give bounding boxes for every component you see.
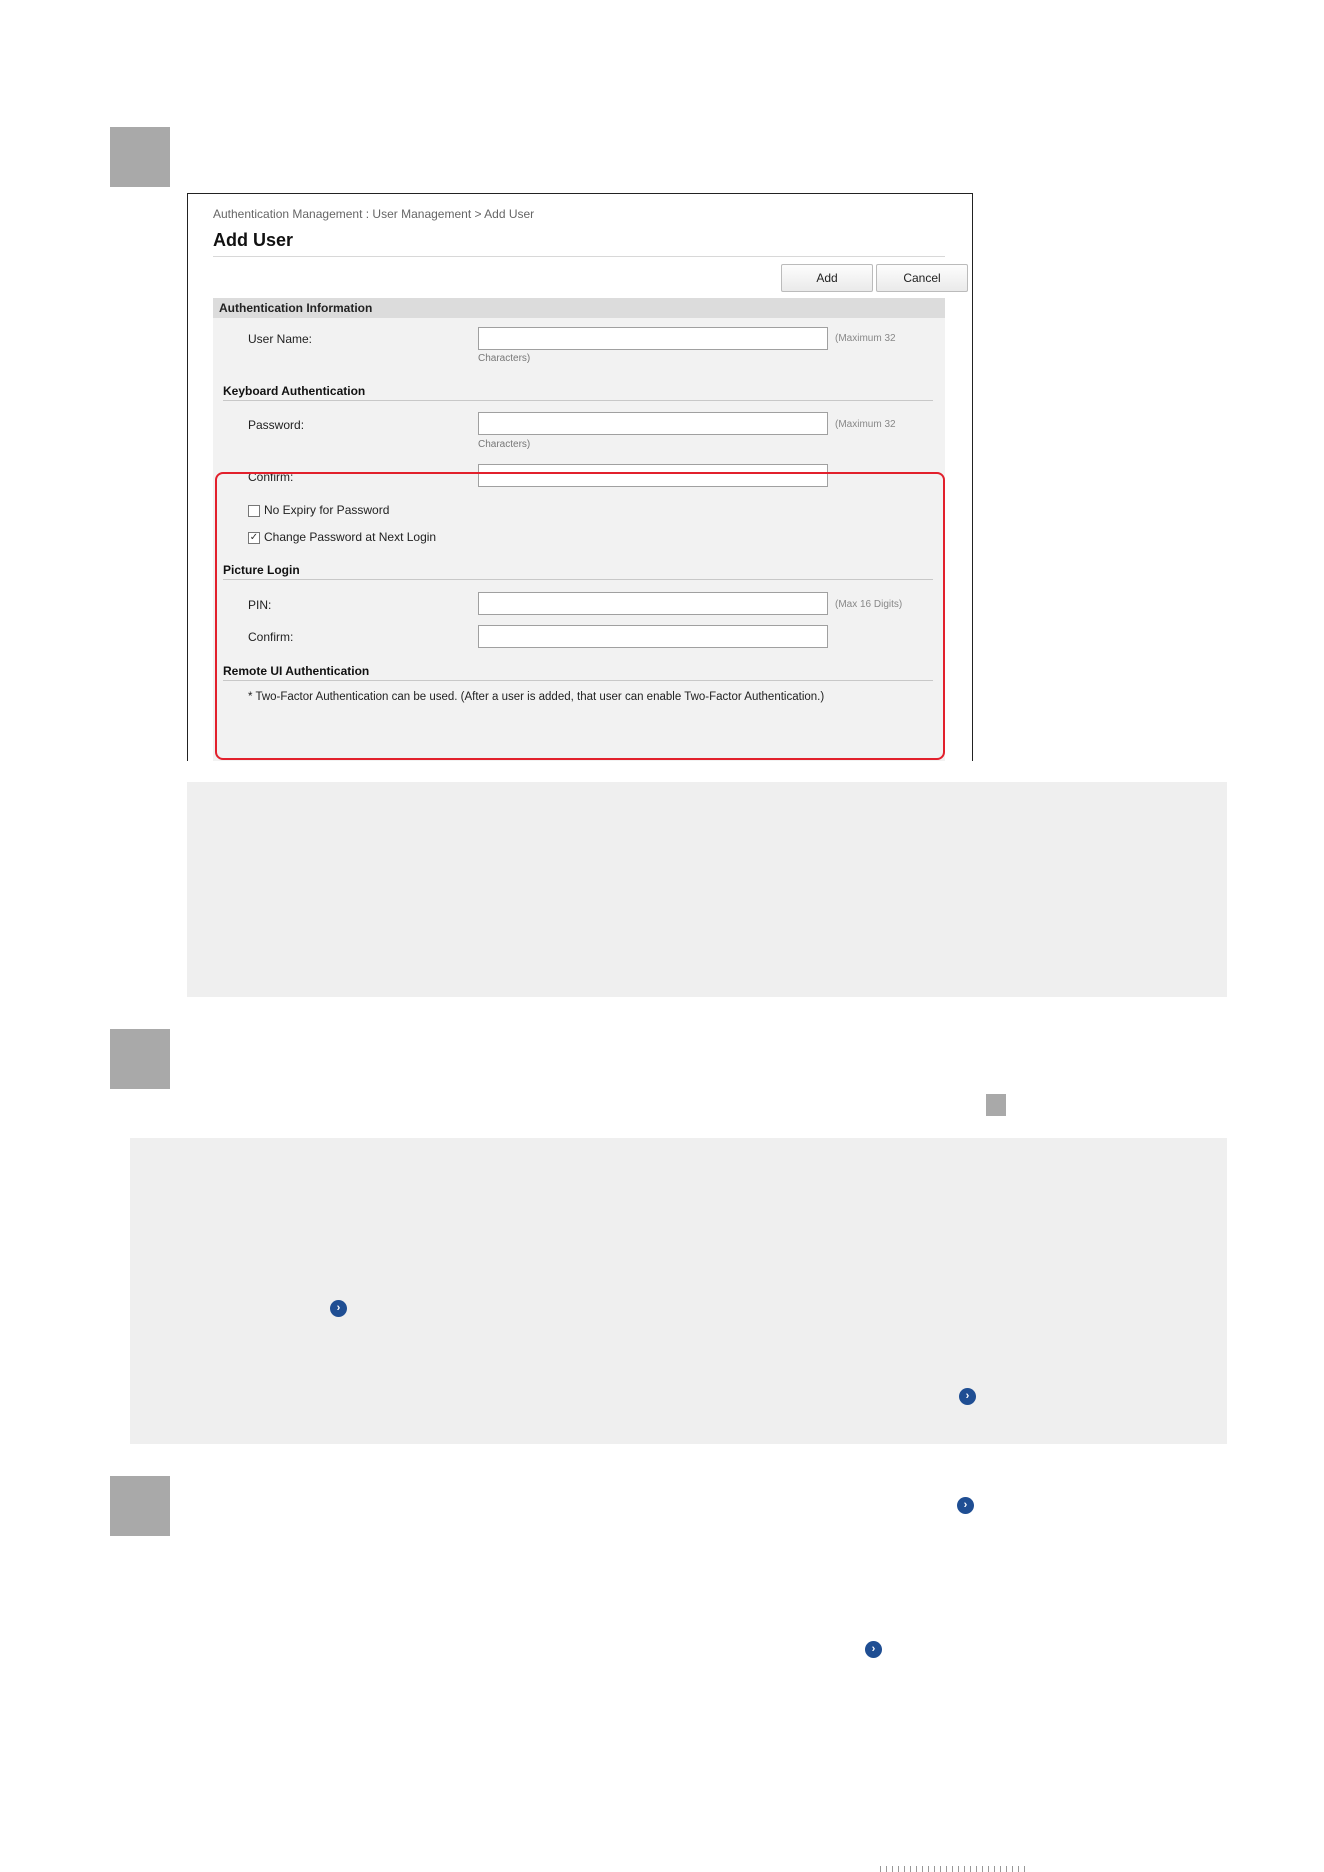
keyboard-auth-heading: Keyboard Authentication bbox=[223, 384, 366, 398]
add-user-screenshot bbox=[187, 193, 973, 761]
chevron-right-icon[interactable]: › bbox=[957, 1497, 974, 1514]
user-name-input[interactable] bbox=[478, 327, 828, 350]
pin-hint: (Max 16 Digits) bbox=[835, 599, 903, 610]
note-panel-1 bbox=[187, 782, 1227, 997]
picture-login-heading: Picture Login bbox=[223, 563, 300, 577]
add-button[interactable]: Add bbox=[781, 264, 873, 292]
no-expiry-label: No Expiry for Password bbox=[264, 503, 390, 517]
page-title: Add User bbox=[213, 230, 294, 250]
chevron-right-icon[interactable]: › bbox=[330, 1300, 347, 1317]
password-label: Password: bbox=[248, 418, 305, 432]
two-factor-note: * Two-Factor Authentication can be used. (After a user is added, that user can enable Two-Factor Authentication.) bbox=[248, 691, 825, 703]
change-password-label: Change Password at Next Login bbox=[264, 530, 437, 544]
remote-ui-heading: Remote UI Authentication bbox=[223, 664, 370, 678]
chevron-right-icon[interactable]: › bbox=[865, 1641, 882, 1658]
cancel-button[interactable]: Cancel bbox=[876, 264, 968, 292]
title-divider bbox=[213, 256, 945, 257]
highlight-frame bbox=[215, 472, 945, 760]
user-name-hint: (Maximum 32 bbox=[835, 333, 896, 344]
user-name-hint-cont: Characters) bbox=[478, 353, 531, 364]
confirm-password-label: Confirm: bbox=[248, 470, 294, 484]
breadcrumb: Authentication Management : User Management > Add User bbox=[213, 207, 535, 221]
step-marker-3 bbox=[110, 1476, 170, 1536]
change-password-checkbox[interactable]: ✓ bbox=[249, 532, 259, 543]
chevron-right-icon[interactable]: › bbox=[959, 1388, 976, 1405]
password-input[interactable] bbox=[478, 412, 828, 435]
user-name-label: User Name: bbox=[248, 332, 313, 346]
auth-info-heading: Authentication Information bbox=[213, 298, 945, 318]
note-panel-2 bbox=[130, 1138, 1227, 1444]
step-marker-1 bbox=[110, 127, 170, 187]
confirm-pin-label: Confirm: bbox=[248, 630, 294, 644]
keyboard-auth-divider bbox=[223, 400, 933, 401]
step-marker-2 bbox=[110, 1029, 170, 1089]
password-hint-cont: Characters) bbox=[478, 439, 531, 450]
password-hint: (Maximum 32 bbox=[835, 419, 896, 430]
pin-label: PIN: bbox=[248, 598, 272, 612]
page-footer-marks bbox=[880, 1866, 1030, 1872]
step-ref-marker bbox=[986, 1094, 1006, 1116]
